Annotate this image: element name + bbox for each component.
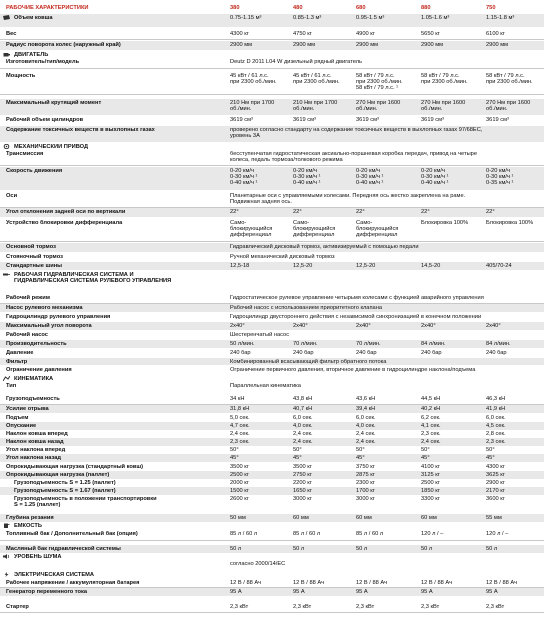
- spec-value-model-5: 6100 кг: [486, 30, 505, 37]
- spec-label: Наклон ковша вперед: [6, 430, 68, 437]
- spec-row: [0, 471, 544, 479]
- spec-value-model-3: 43,6 кН: [356, 395, 376, 402]
- spec-value-model-1: 2500 кг: [230, 471, 249, 478]
- spec-value-model-5: 2x40°: [486, 322, 501, 329]
- spec-value-model-4: 4,1 сек.: [421, 422, 441, 429]
- spec-label: Гидроцилиндр рулевого управления: [6, 313, 111, 320]
- spec-value-model-3: 22°: [356, 208, 365, 215]
- spec-value-model-2: 240 бар: [293, 349, 314, 356]
- kinematics-icon: [3, 376, 10, 381]
- spec-row: [0, 14, 544, 27]
- spec-row: [0, 219, 544, 242]
- spec-value-model-4: 2900 мм: [421, 41, 444, 48]
- spec-label: РАБОЧИЕ ХАРАКТЕРИСТИКИ: [6, 4, 89, 11]
- spec-value-model-5: 2900 кг: [486, 479, 505, 486]
- spec-label: МЕХАНИЧЕСКИЙ ПРИВОД: [14, 143, 89, 150]
- spec-value-full: Гидроцилиндр двустороннего действия с независимой синхронизацией в конечном положении: [230, 313, 482, 320]
- spec-row: [0, 588, 544, 596]
- spec-value-model-2: 22°: [293, 208, 302, 215]
- spec-value-model-3: 2875 кг: [356, 471, 375, 478]
- spec-value-model-1: 34 кН: [230, 395, 245, 402]
- spec-value-model-1: Само- блокирующийся дифференциал: [230, 219, 273, 238]
- spec-row: [0, 294, 544, 304]
- spec-value-model-2: 2900 мм: [293, 41, 316, 48]
- spec-value-model-2: 0-20 км/ч 0-30 км/ч ¹ 0-40 км/ч ¹: [293, 167, 321, 186]
- spec-value-model-5: 2,8 сек.: [486, 430, 506, 437]
- spec-value-model-3: 70 л/мин.: [356, 340, 381, 347]
- spec-value-model-3: 4,0 сек.: [356, 422, 376, 429]
- spec-label: Грузоподъемность S = 1.67 (паллет): [14, 487, 116, 494]
- spec-value-model-2: 4,0 сек.: [293, 422, 313, 429]
- spec-value-model-4: 50°: [421, 446, 430, 453]
- spec-value-model-5: 1.15-1.8 м³: [486, 14, 515, 21]
- spec-row: [0, 422, 544, 430]
- spec-value-model-2: 3500 кг: [293, 463, 312, 470]
- spec-value-model-3: 1700 кг: [356, 487, 375, 494]
- spec-value-model-2: 1650 кг: [293, 487, 312, 494]
- spec-value-full: Параллельная кинематика: [230, 382, 301, 389]
- spec-value-model-4: 240 бар: [421, 349, 442, 356]
- spec-value-model-5: 58 кВт / 79 л.с. при 2300 об./мин.: [486, 72, 533, 85]
- spec-label: Угол отклонения задней оси по вертикали: [6, 208, 126, 215]
- spec-value-model-2: 70 л/мин.: [293, 340, 318, 347]
- spec-row: [0, 375, 544, 382]
- spec-value-model-1: 240 бар: [230, 349, 251, 356]
- spec-value-model-4: 6,2 сек.: [421, 414, 441, 421]
- spec-value-model-1: 2,4 сек.: [230, 430, 250, 437]
- spec-value-model-1: 50 л/мин.: [230, 340, 255, 347]
- spec-value-model-4: 84 л/мин.: [421, 340, 446, 347]
- spec-row: [0, 553, 544, 560]
- spec-value-model-4: 3619 см³: [421, 116, 444, 123]
- spec-value-model-2: 95 А: [293, 588, 305, 595]
- spec-value-model-3: 95 А: [356, 588, 368, 595]
- spec-value-model-3: 2,4 сек.: [356, 430, 376, 437]
- spec-row: [0, 192, 544, 208]
- spec-value-model-1: 5,0 сек.: [230, 414, 250, 421]
- spec-value-model-4: 60 мм: [421, 514, 437, 521]
- spec-label: Опускание: [6, 422, 37, 429]
- spec-value-model-4: 3300 кг: [421, 495, 440, 502]
- spec-value-model-4: 2x40°: [421, 322, 436, 329]
- spec-label: Содержание токсичных веществ в выхлопных газах: [6, 126, 155, 133]
- spec-value-model-4: 1850 кг: [421, 487, 440, 494]
- spec-label: Подъем: [6, 414, 29, 421]
- spec-value-model-4: 2,3 кВт: [421, 603, 440, 610]
- spec-value-model-1: 50°: [230, 446, 239, 453]
- spec-value-model-1: 3619 см³: [230, 116, 253, 123]
- spec-row: [0, 51, 544, 58]
- spec-label: Тип: [6, 382, 17, 389]
- spec-value-model-1: 1500 кг: [230, 487, 249, 494]
- spec-value-model-2: 40,7 кН: [293, 405, 313, 412]
- spec-value-model-3: 0.95-1.5 м³: [356, 14, 385, 21]
- spec-value-model-4: 120 л / –: [421, 530, 444, 537]
- spec-value-model-4: 880: [421, 4, 431, 11]
- spec-value-full: Шестеренчатый насос: [230, 331, 290, 338]
- spec-value-model-1: 210 Нм при 1700 об./мин.: [230, 99, 275, 112]
- spec-value-model-1: 95 А: [230, 588, 242, 595]
- spec-value-model-2: 480: [293, 4, 303, 11]
- spec-label: Грузоподъемность S = 1.25 (паллет): [14, 479, 116, 486]
- spec-label: Рабочий режим: [6, 294, 50, 301]
- spec-label: Насос рулевого механизма: [6, 304, 83, 311]
- spec-value-model-2: 2750 кг: [293, 471, 312, 478]
- spec-label: Стояночный тормоз: [6, 253, 63, 260]
- spec-value-model-4: 2500 кг: [421, 479, 440, 486]
- spec-value-model-3: 12 В / 88 Ач: [356, 579, 388, 586]
- spec-row: [0, 430, 544, 438]
- spec-label: Рабочий насос: [6, 331, 48, 338]
- spec-value-model-5: 405/70-24: [486, 262, 512, 269]
- drive-icon: [3, 144, 10, 149]
- spec-label: Грузоподъемность: [6, 395, 60, 402]
- spec-value-full: Рабочий насос с использованием приоритетного клапана: [230, 304, 383, 311]
- spec-value-model-2: 85 л / 60 л: [293, 530, 321, 537]
- spec-value-model-4: 44,5 кН: [421, 395, 441, 402]
- spec-value-model-5: 95 А: [486, 588, 498, 595]
- spec-label: Скорость движения: [6, 167, 63, 174]
- spec-row: [0, 208, 544, 217]
- spec-value-model-3: 2,3 кВт: [356, 603, 375, 610]
- spec-value-model-2: 2x40°: [293, 322, 308, 329]
- spec-value-model-5: 50 л: [486, 545, 498, 552]
- spec-value-model-4: 3125 кг: [421, 471, 440, 478]
- spec-label: Рабочий объем цилиндров: [6, 116, 84, 123]
- spec-value-model-4: 95 А: [421, 588, 433, 595]
- spec-value-model-2: 45°: [293, 454, 302, 461]
- spec-value-model-5: 22°: [486, 208, 495, 215]
- fuel-icon: [3, 523, 10, 528]
- spec-label: ДВИГАТЕЛЬ: [14, 51, 49, 58]
- spec-row: [0, 454, 544, 462]
- spec-value-model-3: 2900 мм: [356, 41, 379, 48]
- spec-row: [0, 322, 544, 330]
- spec-value-model-4: 50 л: [421, 545, 433, 552]
- spec-row: [0, 358, 544, 365]
- spec-value-model-4: 4100 кг: [421, 463, 440, 470]
- spec-label: Основной тормоз: [6, 243, 56, 250]
- spec-value-model-2: 2,4 сек.: [293, 438, 313, 445]
- bucket-icon: [3, 15, 10, 20]
- spec-label: Фильтр: [6, 358, 28, 365]
- electric-icon: [3, 572, 10, 577]
- spec-label: Масляный бак гидравлической системы: [6, 545, 121, 552]
- spec-value-model-3: 3750 кг: [356, 463, 375, 470]
- spec-value-model-4: 45°: [421, 454, 430, 461]
- spec-value-model-2: 4750 кг: [293, 30, 312, 37]
- spec-value-model-5: Блокировка 100%: [486, 219, 534, 226]
- spec-value-model-3: 39,4 кН: [356, 405, 376, 412]
- spec-value-model-2: 2,3 кВт: [293, 603, 312, 610]
- spec-label: Производительность: [6, 340, 67, 347]
- spec-value-model-5: 2,3 сек.: [486, 438, 506, 445]
- spec-value-model-2: 43,8 кН: [293, 395, 313, 402]
- spec-row: [0, 41, 544, 50]
- spec-value-full: проверено согласно стандарту на содержание токсичных веществ в выхлопных газах 97/68ЕС, уровень 3А: [230, 126, 483, 139]
- spec-row: [0, 349, 544, 357]
- spec-row: [0, 463, 544, 471]
- spec-row: [0, 313, 544, 321]
- spec-row: [0, 271, 544, 286]
- hydraulic-icon: [3, 272, 10, 277]
- spec-value-full: Deutz D 2011 L04 W дизельный рядный двигатель: [230, 58, 363, 65]
- spec-value-model-1: 12 В / 88 Ач: [230, 579, 262, 586]
- spec-value-model-3: 50 л: [356, 545, 368, 552]
- spec-value-model-5: 3625 кг: [486, 471, 505, 478]
- spec-label: Максимальный угол поворота: [6, 322, 92, 329]
- spec-label: Опрокидывающая нагрузка (паллет): [6, 471, 110, 478]
- spec-value-full: согласно 2000/14/ЕС: [230, 560, 286, 567]
- spec-row: [0, 414, 544, 422]
- spec-value-model-1: 0.75-1.15 м³: [230, 14, 262, 21]
- spec-value-model-3: 60 мм: [356, 514, 372, 521]
- spec-value-model-1: 22°: [230, 208, 239, 215]
- spec-value-model-2: 6,0 сек.: [293, 414, 313, 421]
- spec-row: [0, 262, 544, 270]
- spec-value-model-4: 270 Нм при 1600 об./мин.: [421, 99, 466, 112]
- spec-label: ЕМКОСТЬ: [14, 522, 42, 529]
- spec-row: [0, 72, 544, 95]
- spec-value-model-2: 210 Нм при 1700 об./мин.: [293, 99, 338, 112]
- spec-row: [0, 522, 544, 529]
- spec-row: [0, 560, 544, 568]
- spec-label: Рабочее напряжение / аккумуляторная батарея: [6, 579, 140, 586]
- spec-label: Давление: [6, 349, 34, 356]
- spec-row: [0, 243, 544, 252]
- spec-label: Угол наклона вперед: [6, 446, 66, 453]
- spec-value-model-1: 2x40°: [230, 322, 245, 329]
- spec-row: [0, 446, 544, 454]
- spec-row: [0, 143, 544, 150]
- spec-value-model-3: 270 Нм при 1600 об./мин.: [356, 99, 401, 112]
- spec-value-model-3: 45°: [356, 454, 365, 461]
- spec-label: Глубина резания: [6, 514, 54, 521]
- engine-icon: [3, 52, 10, 57]
- spec-value-model-1: 380: [230, 4, 240, 11]
- spec-value-model-5: 4300 кг: [486, 463, 505, 470]
- spec-label: РАБОЧАЯ ГИДРАВЛИЧЕСКАЯ СИСТЕМА И ГИДРАВЛИЧЕСКАЯ СИСТЕМА РУЛЕВОГО УПРАВЛЕНИЯ: [14, 271, 172, 284]
- spec-row: [0, 30, 544, 40]
- spec-value-model-2: 60 мм: [293, 514, 309, 521]
- spec-value-full: Гидростатическое рулевое управление четырьмя колесами с функцией аварийного управления: [230, 294, 484, 301]
- spec-label: Стандартные шины: [6, 262, 63, 269]
- spec-value-model-3: 2,4 сек.: [356, 438, 376, 445]
- spec-value-model-1: 2,3 сек.: [230, 438, 250, 445]
- spec-label: Мощность: [6, 72, 36, 79]
- spec-label: Вес: [6, 30, 17, 37]
- spec-value-model-5: 41,9 кН: [486, 405, 506, 412]
- spec-value-model-5: 6,0 сек.: [486, 414, 506, 421]
- spec-value-model-2: 50 л: [293, 545, 305, 552]
- spec-value-model-5: 270 Нм при 1600 об./мин.: [486, 99, 531, 112]
- spec-value-model-5: 4,5 сек.: [486, 422, 506, 429]
- spec-label: Изготовитель/тип/модель: [6, 58, 80, 65]
- spec-label: Трансмиссия: [6, 150, 44, 157]
- spec-value-full: бесступенчатая гидростатическая аксиально-поршневая коробка передач, привод на четыре колеса, педаль тормоза/толкового режима: [230, 150, 477, 163]
- spec-value-model-4: Блокировка 100%: [421, 219, 469, 226]
- spec-row: [0, 479, 544, 487]
- spec-label: Ограничение давления: [6, 366, 72, 373]
- spec-label: Усилие отрыва: [6, 405, 49, 412]
- spec-row: [0, 530, 544, 541]
- spec-value-model-2: 2200 кг: [293, 479, 312, 486]
- spec-value-model-2: 3000 кг: [293, 495, 312, 502]
- spec-label: Угол наклона назад: [6, 454, 62, 461]
- spec-row: [0, 340, 544, 348]
- spec-value-model-5: 2,3 кВт: [486, 603, 505, 610]
- spec-row: [0, 545, 544, 553]
- spec-label: Топливный бак / Дополнительный бак (опция): [6, 530, 138, 537]
- spec-value-model-5: 45°: [486, 454, 495, 461]
- spec-row: [0, 395, 544, 405]
- spec-value-model-3: 6,0 сек.: [356, 414, 376, 421]
- spec-label: Стартер: [6, 603, 29, 610]
- spec-label: Грузоподъемность в положении транспортировки S = 1.25 (паллет): [14, 495, 157, 508]
- spec-value-model-4: 2,3 сек.: [421, 430, 441, 437]
- spec-value-model-1: 12,5-18: [230, 262, 250, 269]
- spec-value-model-3: 3619 см³: [356, 116, 379, 123]
- spec-value-model-4: 1.05-1.6 м³: [421, 14, 450, 21]
- spec-value-model-5: 2170 кг: [486, 487, 505, 494]
- spec-value-model-3: 4900 кг: [356, 30, 375, 37]
- noise-icon: [3, 554, 10, 559]
- spec-label: Наклон ковша назад: [6, 438, 64, 445]
- spec-value-model-1: 50 мм: [230, 514, 246, 521]
- spec-value-model-5: 2900 мм: [486, 41, 509, 48]
- spec-value-model-3: 12,5-20: [356, 262, 376, 269]
- spec-row: [0, 438, 544, 446]
- spec-value-model-5: 50°: [486, 446, 495, 453]
- spec-value-model-1: 0-20 км/ч 0-30 км/ч ¹ 0-40 км/ч ¹: [230, 167, 258, 186]
- spec-value-model-5: 240 бар: [486, 349, 507, 356]
- spec-value-model-3: 3000 кг: [356, 495, 375, 502]
- spec-value-model-4: 2,4 сек.: [421, 438, 441, 445]
- spec-label: УРОВЕНЬ ШУМА: [14, 553, 62, 560]
- spec-value-model-3: Само- блокирующийся дифференциал: [356, 219, 399, 238]
- spec-value-model-2: Само- блокирующийся дифференциал: [293, 219, 336, 238]
- spec-row: [0, 405, 544, 413]
- spec-row: [0, 331, 544, 339]
- spec-value-model-3: 2300 кг: [356, 479, 375, 486]
- spec-label: ЭЛЕКТРИЧЕСКАЯ СИСТЕМА: [14, 571, 94, 578]
- spec-value-full: Гидравлический дисковый тормоз, активизируемый с помощью педали: [230, 243, 419, 250]
- spec-value-full: Ограничение первичного давления, вторичное давление в гидроцилиндре наклона/подъема: [230, 366, 476, 373]
- spec-value-model-2: 12,5-20: [293, 262, 313, 269]
- spec-value-model-3: 58 кВт / 79 л.с. при 2300 об./мин. 58 кВт / 79 л.с. ¹: [356, 72, 403, 91]
- spec-value-model-2: 45 кВт / 61 л.с. при 2300 об./мин.: [293, 72, 340, 85]
- spec-row: [0, 4, 544, 11]
- spec-value-full: Планетарные оси с управляемыми колесами. Передняя ось жестко закреплена на раме. Подвижная задняя ось.: [230, 192, 466, 205]
- spec-label: Генератор переменного тока: [6, 588, 87, 595]
- spec-value-model-3: 85 л / 60 л: [356, 530, 384, 537]
- spec-value-model-1: 85 л / 60 л: [230, 530, 258, 537]
- spec-label: Опрокидывающая нагрузка (стандартный ковш): [6, 463, 144, 470]
- spec-value-model-2: 2,4 сек.: [293, 430, 313, 437]
- spec-value-model-5: 84 л/мин.: [486, 340, 511, 347]
- spec-value-full: Комбинированный всасывающий фильтр обратного потока: [230, 358, 387, 365]
- spec-value-model-3: 240 бар: [356, 349, 377, 356]
- spec-value-model-1: 2900 мм: [230, 41, 253, 48]
- spec-value-model-2: 12 В / 88 Ач: [293, 579, 325, 586]
- spec-row: [0, 99, 544, 115]
- spec-value-model-5: 55 мм: [486, 514, 502, 521]
- spec-value-model-5: 750: [486, 4, 496, 11]
- spec-value-model-2: 0.85-1.3 м³: [293, 14, 322, 21]
- spec-value-model-1: 4,7 сек.: [230, 422, 250, 429]
- spec-value-model-1: 2,3 кВт: [230, 603, 249, 610]
- spec-value-model-1: 50 л: [230, 545, 242, 552]
- spec-value-model-4: 40,2 кН: [421, 405, 441, 412]
- spec-row: [0, 167, 544, 190]
- spec-label: Объем ковша: [14, 14, 53, 21]
- spec-value-model-2: 3619 см³: [293, 116, 316, 123]
- spec-row: [0, 603, 544, 613]
- spec-row: [0, 126, 544, 142]
- spec-label: Радиус поворота колес (наружный край): [6, 41, 121, 48]
- spec-value-model-5: 0-20 км/ч 0-30 км/ч ¹ 0-35 км/ч ¹: [486, 167, 514, 186]
- spec-value-model-1: 45 кВт / 61 л.с. при 2300 об./мин.: [230, 72, 277, 85]
- spec-value-model-4: 22°: [421, 208, 430, 215]
- spec-row: [0, 150, 544, 166]
- spec-value-model-3: 680: [356, 4, 366, 11]
- spec-row: [0, 58, 544, 69]
- spec-row: [0, 514, 544, 522]
- spec-row: [0, 495, 544, 509]
- spec-value-model-1: 31,8 кН: [230, 405, 250, 412]
- spec-row: [0, 571, 544, 578]
- spec-label: Максимальный крутящий момент: [6, 99, 102, 106]
- spec-value-model-3: 50°: [356, 446, 365, 453]
- spec-row: [0, 116, 544, 125]
- spec-label: Оси: [6, 192, 18, 199]
- spec-value-model-1: 4300 кг: [230, 30, 249, 37]
- spec-label: КИНЕМАТИКА: [14, 375, 54, 382]
- spec-row: [0, 382, 544, 391]
- spec-value-model-4: 5650 кг: [421, 30, 440, 37]
- spec-value-model-5: 3600 кг: [486, 495, 505, 502]
- spec-value-model-3: 0-20 км/ч 0-30 км/ч ¹ 0-40 км/ч ¹: [356, 167, 384, 186]
- spec-value-model-5: 3619 см³: [486, 116, 509, 123]
- spec-value-model-1: 45°: [230, 454, 239, 461]
- spec-value-model-2: 50°: [293, 446, 302, 453]
- spec-value-model-4: 12 В / 88 Ач: [421, 579, 453, 586]
- spec-row: [0, 579, 544, 588]
- spec-row: [0, 366, 544, 374]
- spec-value-full: Ручной механический дисковый тормоз: [230, 253, 335, 260]
- spec-value-model-4: 58 кВт / 79 л.с. при 2300 об./мин.: [421, 72, 468, 85]
- spec-row: [0, 253, 544, 261]
- spec-label: Устройство блокировки дифференциала: [6, 219, 123, 226]
- spec-value-model-1: 3500 кг: [230, 463, 249, 470]
- spec-value-model-5: 46,3 кН: [486, 395, 506, 402]
- spec-value-model-5: 12 В / 88 Ач: [486, 579, 518, 586]
- spec-value-model-1: 2000 кг: [230, 479, 249, 486]
- spec-value-model-3: 2x40°: [356, 322, 371, 329]
- spec-value-model-4: 14,5-20: [421, 262, 441, 269]
- spec-value-model-1: 2600 кг: [230, 495, 249, 502]
- spec-row: [0, 487, 544, 495]
- spec-row: [0, 304, 544, 312]
- spec-value-model-4: 0-20 км/ч 0-30 км/ч ¹ 0-40 км/ч ¹: [421, 167, 449, 186]
- spec-value-model-5: 120 л / –: [486, 530, 509, 537]
